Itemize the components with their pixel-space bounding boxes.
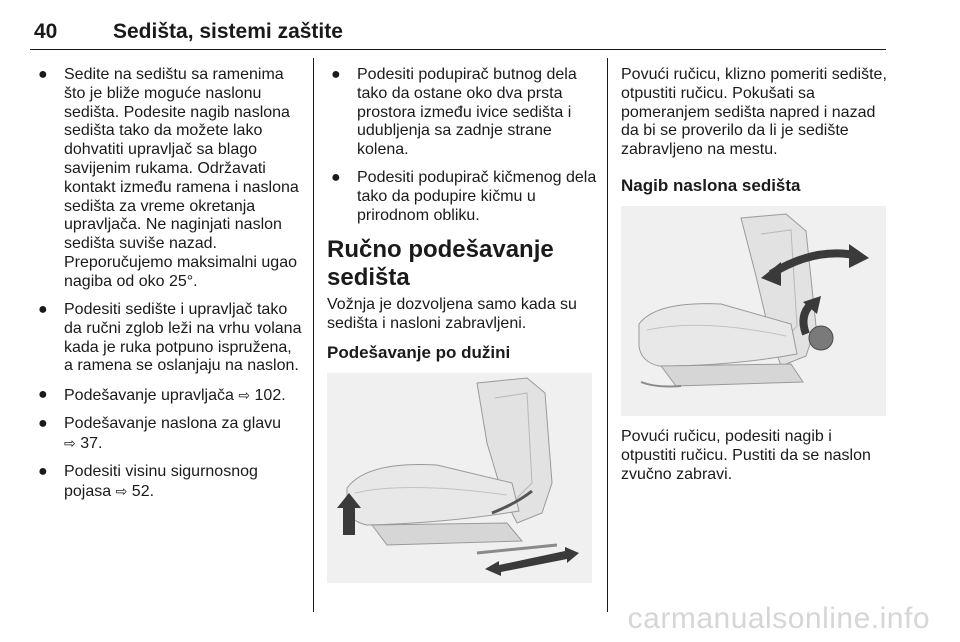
section-heading: Ručno podešavanje sedišta [327, 235, 554, 291]
column-divider-left [313, 58, 314, 612]
column-1 [34, 66, 304, 511]
page-reference-arrow-icon[interactable]: ⇨ [115, 482, 128, 499]
section-text: Vožnja je dozvoljena samo kada su sedišta i nasloni zabravljeni. [327, 295, 577, 332]
seatback-recline-svg [621, 206, 886, 416]
list-item-text: Podesiti podupirač butnog dela tako da ostane oko dva prsta prostora između ivice sedišta i udubljenja sa zadnje strane kolena. [357, 66, 577, 159]
list-item [34, 66, 304, 292]
page-number: 40 [34, 20, 58, 43]
sub-heading-recline: Nagib naslona sedišta [621, 175, 801, 195]
bullet-icon: ● [331, 66, 341, 83]
list-item-text: Podešavanje naslona za glavu [64, 415, 282, 433]
seatback-recline-illustration-icon [621, 206, 886, 416]
list-item [34, 415, 304, 454]
page-reference-arrow-icon[interactable]: ⇨ [64, 434, 76, 451]
seat-length-svg [327, 373, 592, 583]
list-item-text: Sedite na sedištu sa ramenima što je bliže moguće naslonu sedišta. Podesite nagib naslona sedišta tako da možete lako dohvatiti upravljač sa blago savijenim rukama. Održavati kontakt između ramena i naslona sedišta za vreme okretanja upravljača. Ne naginjati naslon sedišta suviše nazad. Preporučujemo maksimalni ugao nagiba od oko 25°. [64, 66, 299, 290]
bullet-list [327, 66, 597, 226]
page-reference-arrow-icon[interactable]: ⇨ [238, 386, 251, 403]
column-divider-right [607, 58, 608, 612]
list-item-text: Podesiti podupirač kičmenog dela tako da podupire kičmu u prirodnom obliku. [357, 169, 597, 225]
column-2 [327, 66, 597, 583]
bullet-icon: ● [38, 463, 48, 481]
sub-heading-length: Podešavanje po dužini [327, 343, 511, 363]
page-reference[interactable]: 102. [254, 386, 286, 404]
list-item [34, 386, 304, 406]
bullet-icon: ● [38, 66, 48, 83]
seat-length-adjust-illustration-icon [327, 373, 592, 583]
list-item [34, 463, 304, 502]
list-item-text: Podešavanje upravljača [64, 386, 234, 404]
list-item [327, 66, 597, 160]
watermark: carmanualsonline.info [627, 602, 930, 635]
bullet-icon: ● [38, 415, 48, 433]
recline-instructions: Povući ručicu, podesiti nagib i otpustiti ručicu. Pustiti da se naslon zvučno zabravi. [621, 427, 871, 483]
bullet-icon: ● [331, 169, 341, 187]
page-reference[interactable]: 37. [80, 434, 103, 452]
column-3 [621, 66, 889, 484]
bullet-icon: ● [38, 385, 48, 403]
page-title: Sedišta, sistemi zaštite [113, 20, 343, 43]
bullet-icon: ● [38, 301, 48, 319]
list-item-text: Podesiti sedište i upravljač tako da ručni zglob leži na vrhu volana kada je ruka potpuno ispružena, a ramena se oslanjaju na naslon. [64, 301, 302, 375]
page-reference[interactable]: 52. [131, 482, 155, 500]
list-item [34, 301, 304, 376]
header-rule [30, 49, 886, 50]
bullet-list [34, 66, 304, 502]
list-item [327, 169, 597, 225]
list-item-text: Podesiti visinu sigurnosnog pojasa [64, 463, 258, 500]
length-adjust-instructions: Povući ručicu, klizno pomeriti sedište, otpustiti ručicu. Pokušati sa pomeranjem sedišta napred i nazad da bi se proverilo da li je sedište zabravljeno na mestu. [621, 66, 887, 159]
